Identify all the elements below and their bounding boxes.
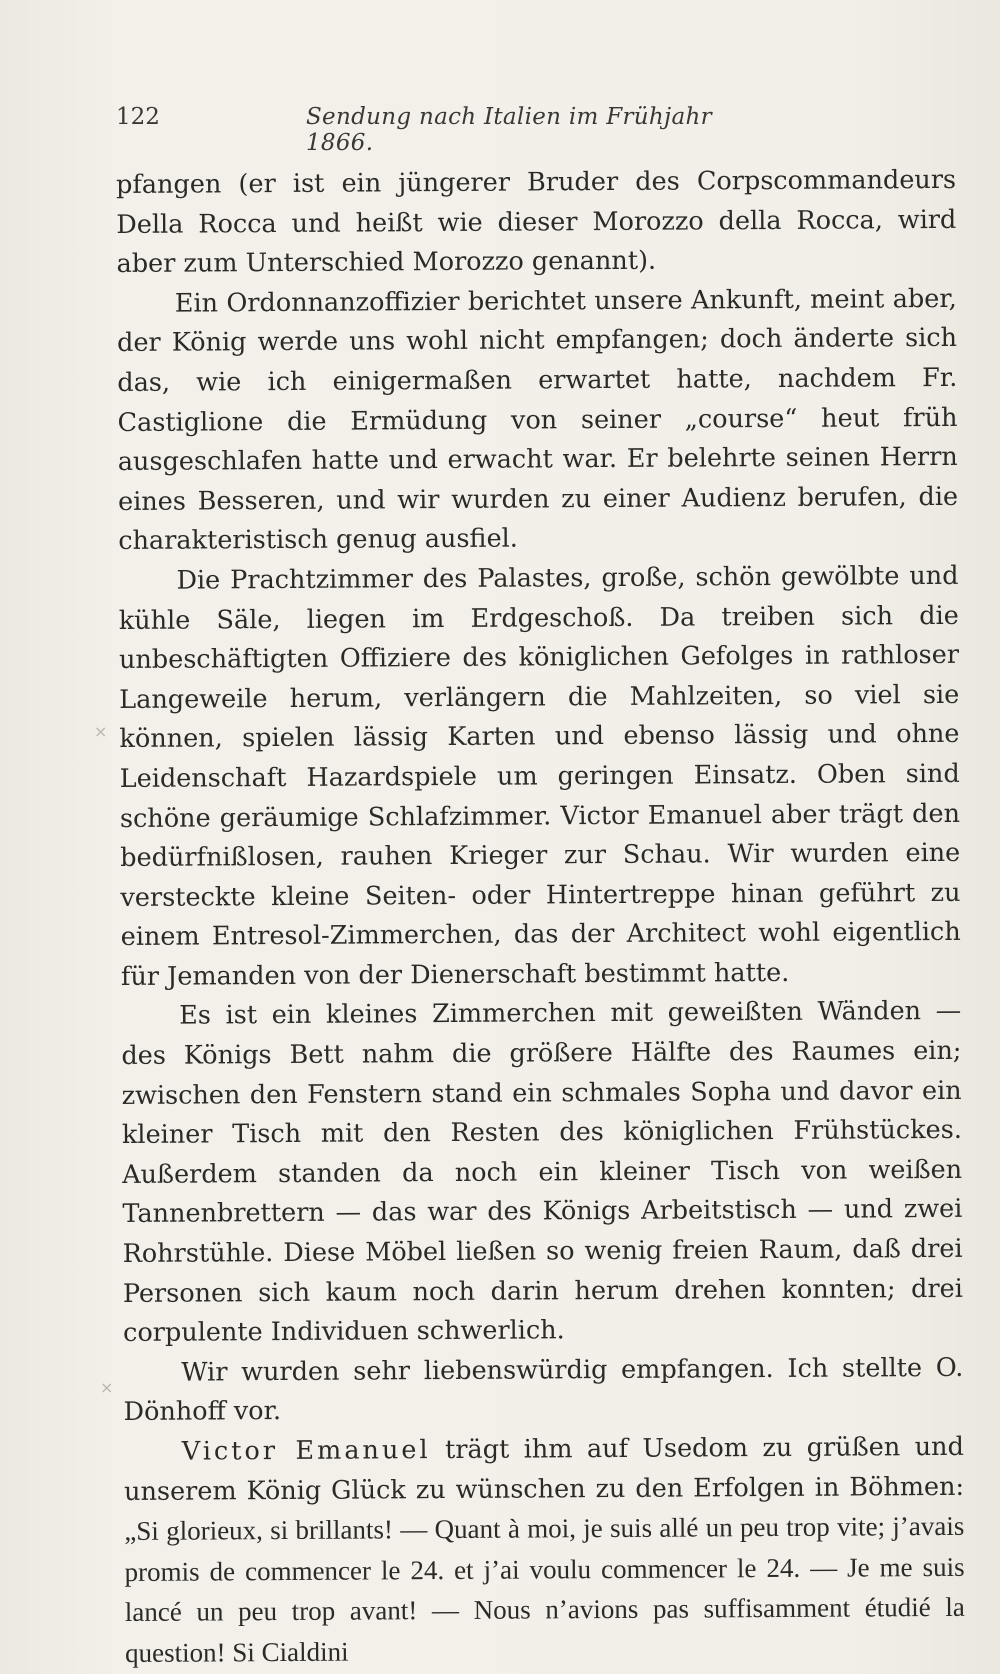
speaker-name: Victor Emanuel bbox=[181, 1435, 431, 1467]
page-header bbox=[116, 104, 756, 156]
paragraph: Es ist ein kleines Zimmerchen mit geweißten Wänden — des Königs Bett nahm die größere Hälfte des Raumes ein; zwischen den Fenstern stand ein schmales Sopha und davor ein kleiner Tisch mit den Resten des königlichen Frühstückes. Außerdem standen da noch ein kleiner Tisch von weißen Tannenbrettern — das war des Königs Arbeitstisch — und zwei Rohrstühle. Diese Möbel ließen so wenig freien Raum, daß drei Personen sich kaum noch darin herum drehen konnten; drei corpulente Individuen schwerlich. bbox=[121, 996, 963, 1349]
paragraph-text: trägt ihm auf Usedom zu grüßen und unserem König Glück zu wünschen zu den Erfolgen in Böhmen: bbox=[124, 1431, 965, 1507]
margin-mark: × bbox=[100, 1378, 114, 1397]
french-quote: „Si glorieux, si brillants! — Quant à moi, je suis allé un peu trop vite; j’avais promis de commencer le 24. et j’ai voulu commencer le 24. — Je me suis lancé un peu trop avant! — Nous n’avions pas suffisamment étudié la question! Si Cialdini bbox=[124, 1511, 965, 1668]
page-number: 122 bbox=[116, 104, 160, 130]
paragraph: Wir wurden sehr liebenswürdig empfangen. Ich stellte O. Dönhoff vor. bbox=[123, 1352, 964, 1428]
running-head: Sendung nach Italien im Frühjahr 1866. bbox=[306, 104, 712, 156]
paragraph: pfangen (er ist ein jüngerer Bruder des Corpscommandeurs Della Rocca und heißt wie dieser Morozzo della Rocca, wird aber zum Unterschied Morozzo genannt). bbox=[116, 164, 957, 280]
paragraph: Die Prachtzimmer des Palastes, große, schön gewölbte und kühle Säle, liegen im Erdgeschoß. Da treiben sich die unbeschäftigten Offiziere des königlichen Gefolges in rathloser Langeweile herum, verlängern die Mahlzeiten, so viel sie können, spielen lässig Karten und ebenso lässig und ohne Leidenschaft Hazardspiele um geringen Einsatz. Oben sind schöne geräumige Schlafzimmer. Victor Emanuel aber trägt den bedürfnißlosen, rauhen Krieger zur Schau. Wir wurden eine versteckte kleine Seiten- oder Hintertreppe hinan geführt zu einem Entresol-Zimmerchen, das der Architect wohl eigentlich für Jemanden von der Dienerschaft bestimmt hatte. bbox=[118, 560, 961, 992]
paragraph: Ein Ordonnanzoffizier berichtet unsere Ankunft, meint aber, der König werde uns wohl nicht empfangen; doch änderte sich das, wie ich einigermaßen erwartet hatte, nachdem Fr. Castiglione die Ermüdung von seiner „course“ heut früh ausgeschlafen hatte und erwacht war. Er belehrte seinen Herrn eines Besseren, und wir wurden zu einer Audienz berufen, die charakteristisch genug ausfiel. bbox=[116, 283, 959, 557]
margin-mark: × bbox=[94, 722, 108, 741]
page-body bbox=[116, 161, 965, 1674]
paragraph-last bbox=[124, 1428, 965, 1674]
